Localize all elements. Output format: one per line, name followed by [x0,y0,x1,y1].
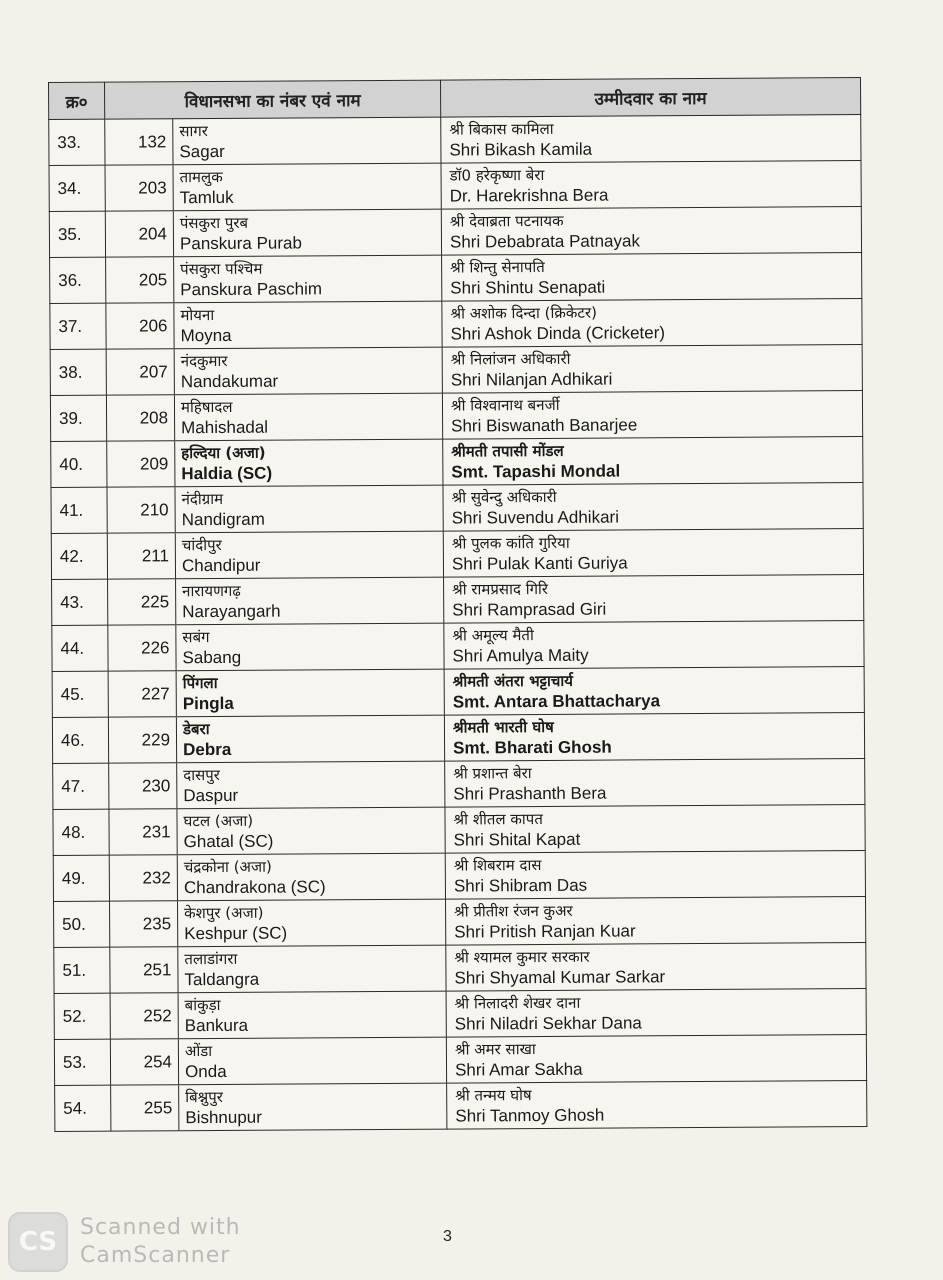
constituency-number: 235 [110,901,178,947]
constituency-name-english: Chandrakona (SC) [183,877,326,898]
constituency-name [176,577,444,625]
candidate-name-hindi: श्री पुलक कांति गुरिया [451,533,570,553]
candidate-name-hindi: श्री निलादरी शेखर दाना [454,993,581,1013]
candidate-name [444,713,864,762]
candidate-name-english: Shri Shital Kapat [453,829,581,850]
constituency-name-english: Taldangra [184,969,260,990]
candidate-name [445,759,865,808]
candidate-name [442,299,862,348]
row-serial: 53. [54,1039,110,1085]
constituency-name [178,899,446,947]
constituency-name-english: Bishnupur [185,1107,262,1128]
candidate-name [443,529,863,578]
constituency-name [177,853,445,901]
row-serial: 35. [49,211,105,257]
table-row [54,989,866,1040]
candidate-name-english: Smt. Bharati Ghosh [453,737,612,758]
candidate-name-english: Shri Ashok Dinda (Cricketer) [450,323,666,344]
candidate-name-english: Shri Prashanth Bera [453,783,607,804]
candidate-name-hindi: श्री रामप्रसाद गिरि [452,579,549,599]
constituency-name-english: Ghatal (SC) [183,831,274,852]
constituency-name-english: Panskura Purab [179,233,302,254]
row-serial: 46. [52,717,108,763]
constituency-name-hindi: ओंडा [184,1042,213,1061]
page-number: 3 [443,1228,452,1245]
candidate-name-english: Smt. Antara Bhattacharya [452,691,661,712]
constituency-number: 255 [111,1085,179,1131]
constituency-name [178,945,446,993]
constituency-name-hindi: दासपुर [183,765,220,785]
candidate-name-hindi: श्री बिकास कामिला [449,119,554,139]
row-serial: 49. [53,855,109,901]
table-row [54,897,866,948]
constituency-name [178,991,446,1039]
constituency-number: 207 [106,349,174,395]
constituency-number: 225 [108,579,176,625]
table-row [51,437,863,488]
constituency-name-hindi: चंद्रकोना (अजा) [183,857,272,877]
constituency-name-hindi: नारायणगढ़ [182,581,241,601]
constituency-number: 210 [107,487,175,533]
constituency-name-english: Nandakumar [180,371,279,392]
candidate-name [445,851,865,900]
candidate-name [447,1081,867,1130]
candidate-name-hindi: श्री प्रीतीश रंजन कुअर [454,901,573,921]
row-serial: 40. [51,441,107,487]
row-serial: 44. [52,625,108,671]
candidate-name-english: Shri Pulak Kanti Guriya [451,553,628,574]
candidate-name-hindi: श्री तन्मय घोष [455,1086,532,1105]
row-serial: 38. [50,349,106,395]
constituency-name-english: Panskura Paschim [180,279,323,300]
header-candidate: उम्मीदवार का नाम [440,78,860,118]
constituency-number: 231 [109,809,177,855]
constituency-name-english: Narayangarh [182,601,281,622]
candidate-name-hindi: श्री शीतल कापत [453,809,543,829]
table-body [49,115,867,1132]
table-row [52,713,864,764]
candidate-name-english: Shri Tanmoy Ghosh [455,1105,605,1126]
row-serial: 51. [54,947,110,993]
watermark-text [80,1214,241,1270]
constituency-name [178,1037,446,1085]
table-row [52,667,864,718]
constituency-name [174,393,442,441]
table-row [55,1081,867,1132]
candidate-name [445,897,865,946]
constituency-name-hindi: महिषादल [180,397,233,417]
header-serial: क्र० [49,82,105,119]
constituency-name-english: Debra [183,739,232,760]
candidate-name [442,253,862,302]
constituency-number: 205 [106,257,174,303]
constituency-name [177,807,445,855]
constituency-name-hindi: नंदकुमार [180,351,228,371]
candidate-name [443,437,863,486]
candidate-name-english: Shri Suvendu Adhikari [451,507,620,528]
constituency-name-hindi: हल्दिया (अजा) [181,443,266,463]
constituency-number: 254 [110,1039,178,1085]
constituency-name-hindi: बांकुड़ा [184,995,221,1015]
row-serial: 37. [50,303,106,349]
row-serial: 48. [53,809,109,855]
constituency-number: 230 [109,763,177,809]
candidate-name-hindi: श्री निलांजन अधिकारी [450,349,571,369]
candidate-name-english: Shri Amar Sakha [454,1059,583,1080]
candidate-name-english: Dr. Harekrishna Bera [449,185,609,206]
constituency-name-hindi: घटल (अजा) [183,811,254,831]
document-sheet [48,77,866,1132]
candidate-name [441,161,861,210]
candidate-name [441,207,861,256]
constituency-name [176,623,444,671]
constituency-number: 209 [107,441,175,487]
candidate-name-english: Shri Nilanjan Adhikari [450,369,613,390]
constituency-name-hindi: पंसकुरा पश्चिम [180,259,263,279]
candidate-name-hindi: श्री विश्वानाथ बनर्जी [450,395,560,415]
watermark-line-2: CamScanner [80,1243,231,1268]
table-row [54,943,866,994]
candidate-name-hindi: श्री अमूल्य मैती [452,626,534,645]
constituency-name-hindi: डेबरा [182,720,210,739]
row-serial: 47. [53,763,109,809]
row-serial: 42. [51,533,107,579]
candidate-name-hindi: श्री श्यामल कुमार सरकार [454,947,590,967]
candidate-name [445,805,865,854]
candidate-name-english: Shri Amulya Maity [452,645,589,666]
constituency-name-english: Keshpur (SC) [184,923,288,944]
row-serial: 45. [52,671,108,717]
constituency-name-english: Onda [184,1061,227,1082]
constituency-name-english: Moyna [180,325,232,346]
candidate-name [444,575,864,624]
candidate-name-hindi: श्रीमती तपासी मोंडल [451,441,564,461]
table-row [49,207,861,258]
candidate-name [446,943,866,992]
watermark-line-1: Scanned with [80,1215,241,1240]
table-row [50,299,862,350]
candidate-name-hindi: श्री देवाब्रता पटनायक [449,211,564,231]
constituency-name-hindi: पिंगला [182,673,218,693]
constituency-number: 252 [110,993,178,1039]
constituency-name-english: Bankura [184,1015,249,1036]
constituency-name [175,485,443,533]
constituency-name [173,117,441,165]
table-row [50,391,862,442]
candidate-name [441,115,861,164]
table-row [53,805,865,856]
constituency-name [174,347,442,395]
constituency-name [176,669,444,717]
constituency-name [173,209,441,257]
table-row [52,621,864,672]
candidate-name-hindi: श्री सुवेन्दु अधिकारी [451,487,557,507]
constituency-name [173,163,441,211]
candidate-name-english: Shri Biswanath Banarjee [451,415,638,436]
candidate-name-english: Shri Ramprasad Giri [452,599,607,620]
table-row [50,253,862,304]
constituency-name-hindi: सागर [179,122,208,141]
constituency-number: 203 [105,165,173,211]
constituency-name-hindi: मोयना [180,305,215,325]
constituency-name-english: Sabang [182,647,242,668]
constituency-name [175,531,443,579]
candidate-name-hindi: श्रीमती भारती घोष [452,717,554,737]
candidate-name [442,391,862,440]
constituency-name-english: Sagar [179,141,225,162]
constituency-name-hindi: तलाडांगरा [184,949,238,969]
candidate-name [446,1035,866,1084]
row-serial: 54. [55,1085,111,1131]
constituency-name [174,301,442,349]
candidate-name-english: Shri Debabrata Patnayak [449,231,640,252]
constituency-name-english: Nandigram [181,509,265,530]
row-serial: 52. [54,993,110,1039]
constituency-number: 206 [106,303,174,349]
table-header [49,78,861,120]
candidate-name-hindi: डॉ0 हरेकृष्णा बेरा [449,165,545,185]
constituency-name-hindi: पंसकुरा पुरब [179,213,249,233]
table-row [52,575,864,626]
table-row [53,851,865,902]
constituency-name-english: Pingla [182,693,234,714]
constituency-name-english: Mahishadal [181,417,269,438]
constituency-number: 251 [110,947,178,993]
constituency-name [174,255,442,303]
table-row [49,115,861,166]
candidate-table [48,77,867,1132]
table-row [54,1035,866,1086]
row-serial: 34. [49,165,105,211]
table-row [53,759,865,810]
candidate-name-hindi: श्री शिन्तु सेनापति [450,257,545,277]
table-row [49,161,861,212]
candidate-name-hindi: श्रीमती अंतरा भट्टाचार्य [452,671,573,691]
table-row [51,483,863,534]
constituency-number: 204 [105,211,173,257]
constituency-number: 211 [107,533,175,579]
candidate-name-english: Shri Pritish Ranjan Kuar [454,921,636,942]
candidate-name [446,989,866,1038]
candidate-name-english: Smt. Tapashi Mondal [451,461,621,482]
constituency-name [176,715,444,763]
candidate-name [444,667,864,716]
constituency-name [177,761,445,809]
constituency-number: 229 [108,717,176,763]
camscanner-logo-icon: CS [8,1212,68,1272]
constituency-name-hindi: चांदीपुर [181,535,222,555]
candidate-name-english: Shri Shintu Senapati [450,277,606,298]
constituency-name-hindi: नंदीग्राम [181,489,224,509]
constituency-name-hindi: तामलुक [179,167,223,187]
candidate-name-english: Shri Shibram Das [453,875,588,896]
constituency-name-english: Chandipur [181,555,261,576]
constituency-number: 226 [108,625,176,671]
camscanner-watermark [8,1212,241,1272]
constituency-number: 208 [106,395,174,441]
constituency-name-hindi: बिश्नुपुर [185,1087,223,1107]
constituency-name-english: Tamluk [179,187,234,208]
row-serial: 43. [52,579,108,625]
candidate-name-hindi: श्री प्रशान्त बेरा [453,764,532,783]
candidate-name-hindi: श्री शिबराम दास [453,856,542,875]
row-serial: 33. [49,119,105,165]
constituency-number: 232 [109,855,177,901]
row-serial: 41. [51,487,107,533]
candidate-name-hindi: श्री अशोक दिन्दा (क्रिकेटर) [450,303,598,323]
constituency-name-english: Haldia (SC) [181,463,273,484]
table-row [51,529,863,580]
candidate-name [442,345,862,394]
constituency-number: 227 [108,671,176,717]
constituency-number: 132 [105,119,173,165]
constituency-name-english: Daspur [183,785,239,806]
constituency-name [179,1083,447,1131]
row-serial: 39. [50,395,106,441]
header-constituency: विधानसभा का नंबर एवं नाम [105,80,441,119]
candidate-name [444,621,864,670]
candidate-name-hindi: श्री अमर साखा [454,1040,536,1059]
constituency-name-hindi: केशपुर (अजा) [184,903,264,923]
constituency-name-hindi: सबंग [182,628,210,647]
candidate-name-english: Shri Bikash Kamila [449,139,593,160]
candidate-name-english: Shri Niladri Sekhar Dana [454,1013,642,1034]
table-row [50,345,862,396]
constituency-name [175,439,443,487]
row-serial: 36. [50,257,106,303]
candidate-name [443,483,863,532]
row-serial: 50. [54,901,110,947]
candidate-name-english: Shri Shyamal Kumar Sarkar [454,967,666,988]
